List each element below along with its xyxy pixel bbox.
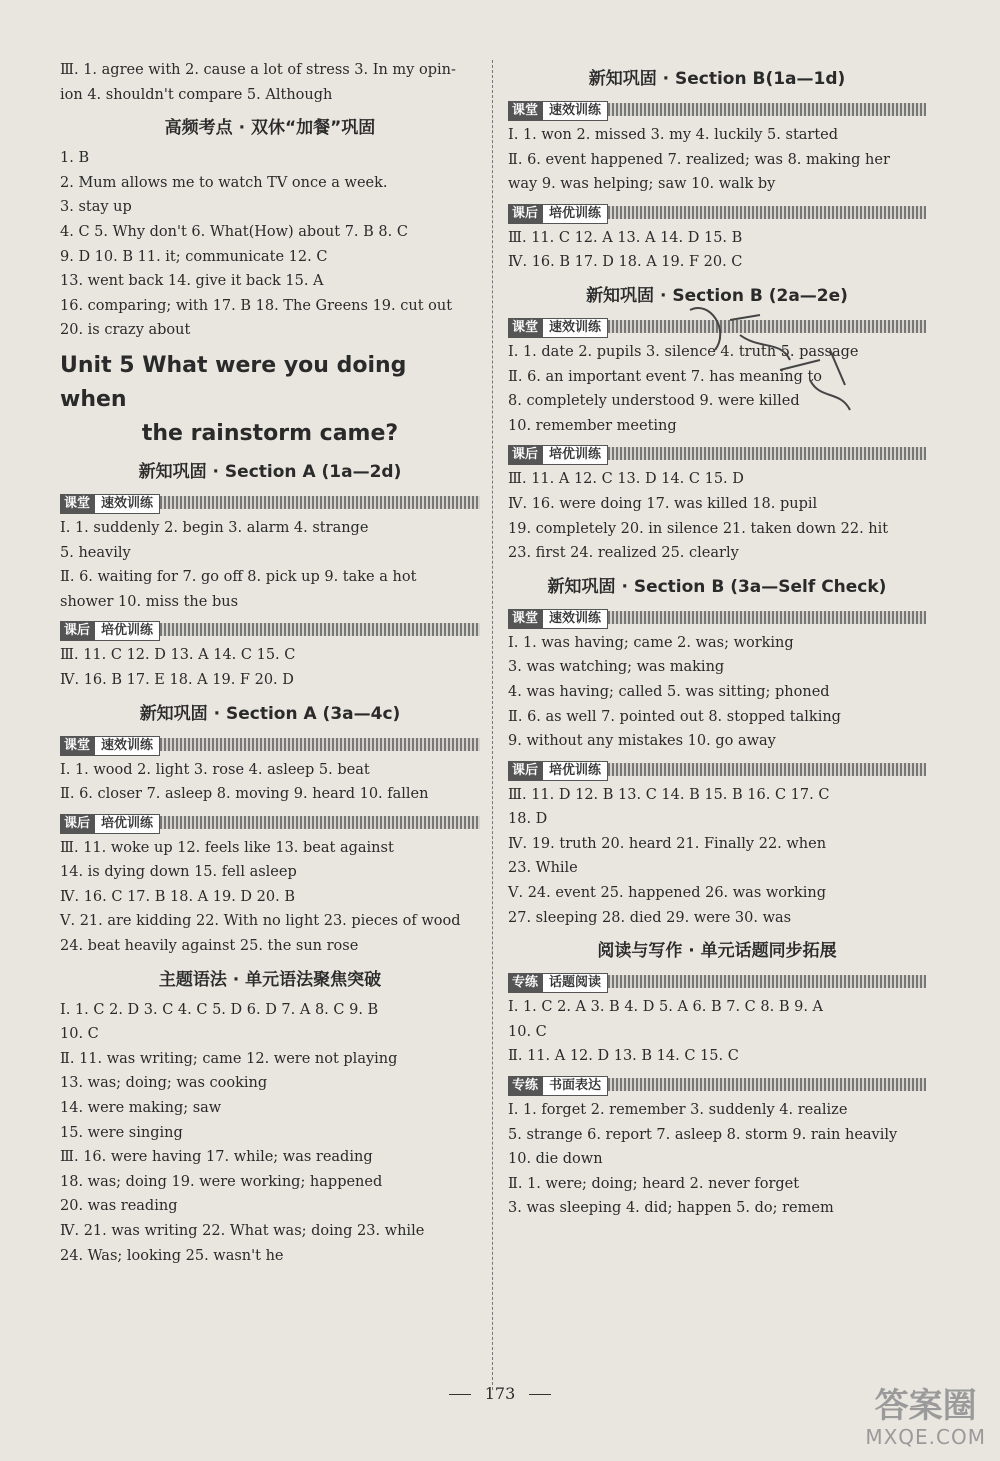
practice-banner [508, 607, 926, 627]
handwritten-scribble [670, 290, 870, 430]
banner-tag: 课后 [508, 445, 542, 465]
banner-tag: 课后 [508, 204, 542, 224]
banner-subtitle: 速效训练 [542, 101, 608, 121]
watermark-title: 答案圈 [874, 1386, 977, 1426]
answer-line: 3. stay up [60, 199, 132, 216]
answer-line: 19. completely 20. in silence 21. taken down 22. hit [508, 520, 889, 537]
answer-line: 3. was sleeping 4. did; happen 5. do; remem [508, 1200, 834, 1217]
answer-line: Ⅱ. 6. event happened 7. realized; was 8. making her [508, 151, 890, 168]
answer-line: 5. heavily [60, 544, 131, 561]
banner-tag: 专练 [508, 973, 542, 993]
unit-title [60, 349, 480, 451]
answer-line: Ⅲ. 16. were having 17. while; was reading [60, 1149, 373, 1166]
answer-line: 2. Mum allows me to watch TV once a week. [60, 174, 388, 191]
practice-banner [508, 1074, 926, 1094]
unit-title-line2: the rainstorm came? [141, 420, 399, 446]
answer-line: 14. is dying down 15. fell asleep [60, 864, 297, 881]
answer-line: Ⅰ. 1. suddenly 2. begin 3. alarm 4. strange [60, 519, 369, 536]
answer-line: Ⅴ. 24. event 25. happened 26. was working [508, 885, 826, 902]
answer-line: Ⅰ. 1. won 2. missed 3. my 4. luckily 5. started [508, 127, 839, 143]
answer-line: Ⅰ. 1. C 2. A 3. B 4. D 5. A 6. B 7. C 8. B 9. A [508, 999, 824, 1016]
banner-subtitle: 速效训练 [542, 609, 608, 629]
practice-banner [60, 734, 480, 754]
answer-line: Ⅳ. 16. C 17. B 18. A 19. D 20. B [60, 888, 295, 905]
practice-banner [60, 812, 480, 832]
answer-line: 18. was; doing 19. were working; happened [60, 1173, 383, 1190]
column-divider [492, 60, 493, 1390]
banner-subtitle: 话题阅读 [542, 973, 608, 993]
section-heading: 新知巩固 · Section B (3a—Self Check) [547, 576, 887, 597]
left-column [60, 58, 480, 1268]
answer-line: 10. C [60, 1026, 99, 1043]
section-heading: 主题语法 · 单元语法聚焦突破 [158, 969, 382, 990]
section-heading: 新知巩固 · Section A (3a—4c) [139, 703, 401, 724]
answer-line: 3. was watching; was making [508, 659, 725, 676]
answer-line: 14. were making; saw [60, 1100, 222, 1117]
answer-line: 20. was reading [60, 1198, 178, 1215]
answer-line: 9. D 10. B 11. it; communicate 12. C [60, 248, 328, 265]
banner-label [60, 814, 160, 834]
banner-label [508, 609, 608, 629]
section-heading: 新知巩固 · Section A (1a—2d) [138, 461, 402, 482]
answer-line: Ⅰ. 1. C 2. D 3. C 4. C 5. D 6. D 7. A 8. C 9. B [60, 1001, 379, 1018]
banner-subtitle: 速效训练 [94, 494, 160, 514]
answer-line: ion 4. shouldn't compare 5. Although [60, 86, 333, 103]
banner-label [508, 973, 608, 993]
answer-line: Ⅰ. 1. wood 2. light 3. rose 4. asleep 5. beat [60, 761, 370, 778]
answer-line: 10. die down [508, 1151, 603, 1168]
answer-line: 5. strange 6. report 7. asleep 8. storm 9. rain heavily [508, 1126, 898, 1143]
answer-line: shower 10. miss the bus [60, 593, 239, 610]
practice-banner [508, 443, 926, 463]
banner-tag: 专练 [508, 1076, 542, 1096]
banner-subtitle: 速效训练 [542, 318, 608, 338]
answer-line: Ⅱ. 6. as well 7. pointed out 8. stopped talking [508, 708, 841, 725]
answer-line: 15. were singing [60, 1124, 183, 1141]
banner-tag: 课堂 [508, 101, 542, 121]
answer-line: 13. was; doing; was cooking [60, 1075, 268, 1092]
answer-line: Ⅰ. 1. date 2. pupils 3. silence 4. truth 5. passage [508, 343, 859, 360]
watermark-url: MXQE.COM [865, 1425, 986, 1449]
answer-line: Ⅴ. 21. are kidding 22. With no light 23. pieces of wood [60, 913, 461, 930]
banner-subtitle: 培优训练 [94, 814, 160, 834]
banner-subtitle: 书面表达 [542, 1076, 608, 1096]
banner-subtitle: 培优训练 [542, 204, 608, 224]
banner-tag: 课堂 [508, 318, 542, 338]
answer-line: way 9. was helping; saw 10. walk by [508, 176, 776, 193]
answer-line: 16. comparing; with 17. B 18. The Greens 19. cut out [60, 297, 453, 314]
answer-line: Ⅲ. 11. C 12. D 13. A 14. C 15. C [60, 647, 296, 664]
practice-banner [60, 619, 480, 639]
answer-line: 27. sleeping 28. died 29. were 30. was [508, 909, 792, 926]
banner-tag: 课堂 [60, 494, 94, 514]
answer-line: Ⅱ. 6. closer 7. asleep 8. moving 9. heard 10. fallen [60, 786, 429, 803]
answer-line: Ⅲ. 11. C 12. A 13. A 14. D 15. B [508, 229, 743, 246]
practice-banner [508, 202, 926, 222]
unit-title-line1: Unit 5 What were you doing when [60, 352, 407, 412]
answer-line: 10. C [508, 1023, 547, 1040]
answer-line: Ⅳ. 19. truth 20. heard 21. Finally 22. when [508, 835, 827, 852]
answer-line: 4. C 5. Why don't 6. What(How) about 7. B 8. C [60, 223, 408, 240]
answer-line: Ⅳ. 16. B 17. D 18. A 19. F 20. C [508, 254, 743, 271]
banner-label [508, 318, 608, 338]
page-number [0, 1384, 1000, 1403]
banner-label [508, 445, 608, 465]
banner-subtitle: 培优训练 [542, 761, 608, 781]
answer-line: Ⅲ. 1. agree with 2. cause a lot of stress 3. In my opin- [60, 62, 456, 78]
answer-line: 10. remember meeting [508, 417, 677, 434]
answer-line: Ⅲ. 11. woke up 12. feels like 13. beat against [60, 839, 394, 856]
answer-line: 1. B [60, 150, 90, 167]
answer-line: Ⅳ. 21. was writing 22. What was; doing 23. while [60, 1223, 425, 1239]
banner-subtitle: 速效训练 [94, 736, 160, 756]
answer-line: Ⅱ. 11. A 12. D 13. B 14. C 15. C [508, 1048, 739, 1065]
banner-label [60, 621, 160, 641]
answer-line: Ⅱ. 6. waiting for 7. go off 8. pick up 9. take a hot [60, 569, 417, 586]
banner-tag: 课后 [60, 814, 94, 834]
banner-subtitle: 培优训练 [542, 445, 608, 465]
watermark-logo [865, 1387, 986, 1449]
answer-line: 23. While [508, 860, 578, 877]
answer-line: Ⅱ. 11. was writing; came 12. were not playing [60, 1050, 398, 1067]
answer-line: 23. first 24. realized 25. clearly [508, 545, 739, 562]
banner-tag: 课堂 [508, 609, 542, 629]
section-heading: 新知巩固 · Section B(1a—1d) [588, 69, 846, 89]
practice-banner [60, 492, 480, 512]
section-heading: 高频考点 · 双休“加餐”巩固 [164, 118, 376, 139]
answer-line: 18. D [508, 811, 548, 828]
banner-tag: 课后 [60, 621, 94, 641]
banner-label [60, 736, 160, 756]
practice-banner [508, 759, 926, 779]
right-column [508, 58, 926, 1221]
answer-line: 9. without any mistakes 10. go away [508, 733, 776, 750]
banner-label [508, 761, 608, 781]
answer-line: 4. was having; called 5. was sitting; phoned [508, 683, 830, 700]
answer-line: Ⅰ. 1. was having; came 2. was; working [508, 634, 794, 651]
answer-line: 8. completely understood 9. were killed [508, 393, 800, 410]
answer-line: 24. Was; looking 25. wasn't he [60, 1247, 284, 1264]
page-number-text: 173 [484, 1384, 516, 1403]
answer-line: Ⅱ. 6. an important event 7. has meaning to [508, 368, 823, 385]
practice-banner [508, 971, 926, 991]
answer-line: 13. went back 14. give it back 15. A [60, 273, 324, 290]
answer-line: Ⅳ. 16. were doing 17. was killed 18. pupil [508, 495, 818, 512]
banner-label [508, 1076, 608, 1096]
banner-tag: 课后 [508, 761, 542, 781]
practice-banner [508, 99, 926, 119]
answer-line: Ⅰ. 1. forget 2. remember 3. suddenly 4. realize [508, 1102, 848, 1119]
section-heading: 新知巩固 · Section B (2a—2e) [586, 285, 848, 306]
banner-label [508, 204, 608, 224]
banner-label [508, 101, 608, 121]
banner-label [60, 494, 160, 514]
answer-line: 24. beat heavily against 25. the sun rose [60, 938, 359, 955]
banner-subtitle: 培优训练 [94, 621, 160, 641]
answer-line: Ⅱ. 1. were; doing; heard 2. never forget [508, 1175, 800, 1192]
answer-line: 20. is crazy about [60, 322, 191, 339]
answer-line: Ⅲ. 11. A 12. C 13. D 14. C 15. D [508, 471, 744, 488]
answer-line: Ⅲ. 11. D 12. B 13. C 14. B 15. B 16. C 17. C [508, 786, 830, 803]
banner-tag: 课堂 [60, 736, 94, 756]
section-heading: 阅读与写作 · 单元话题同步拓展 [597, 941, 837, 962]
answer-line: Ⅳ. 16. B 17. E 18. A 19. F 20. D [60, 671, 294, 688]
